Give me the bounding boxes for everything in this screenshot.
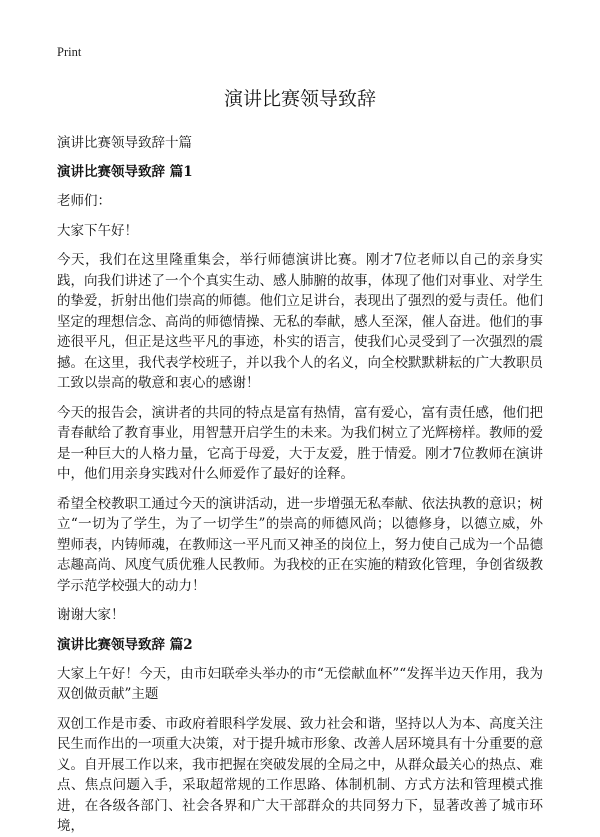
section-heading: 演讲比赛领导致辞 篇1	[57, 164, 193, 180]
section-2	[57, 635, 543, 837]
section-heading: 演讲比赛领导致辞 篇2	[57, 636, 193, 653]
paragraph: 谢谢大家！	[57, 607, 125, 623]
section-1	[57, 162, 543, 626]
paragraph: 双创工作是市委、市政府着眼科学发展、致力社会和谐，坚持以人为本、高度关注民生而作出的一项重大决策，对于提升城市形象、改善人居环境具有十分重要的意义。自开展工作以来，我市把握在突破发展的全局之中，从群众最关心的热点、难点、焦点问题入手，采取超常规的工作思路、体制机制、方式方法和管理模式推进，在各级各部门、社会各界和广大干部群众的共同努力下，显著改善了城市环境，	[57, 715, 543, 834]
paragraph: 大家上午好！今天，由市妇联牵头举办的市“无偿献血杯”“发挥半边天作用，我为双创做贡献”主题	[57, 665, 543, 702]
print-link[interactable]: Print	[57, 45, 82, 59]
paragraph: 今天的报告会，演讲者的共同的特点是富有热情，富有爱心，富有责任感，他们把青春献给了教育事业，用智慧开启学生的未来。为我们树立了光辉榜样。教师的爱是一种巨大的人格力量，它高于母爱，大于友爱，胜于情爱。刚才7位教师在演讲中，他们用亲身实践对什么师爱作了最好的诠释。	[57, 404, 543, 482]
paragraph: 今天，我们在这里隆重集会，举行师德演讲比赛。刚才7位老师以自己的亲身实践，向我们讲述了一个个真实生动、感人肺腑的故事，体现了他们对事业、对学生的挚爱，折射出他们崇高的师德。他们立足讲台，表现出了强烈的爱与责任。他们坚定的理想信念、高尚的师德情操、无私的奉献，感人至深，催人奋进。他们的事迹很平凡，但正是这些平凡的事迹，朴实的语言，使我们心灵受到了一次强烈的震撼。在这里，我代表学校班子，并以我个人的名义，向全校默默耕耘的广大教职员工致以崇高的敬意和衷心的感谢！	[57, 252, 543, 391]
paragraph: 老师们：	[57, 193, 111, 209]
document-title: 演讲比赛领导致辞	[223, 88, 376, 110]
paragraph: 希望全校教职工通过今天的演讲活动，进一步增强无私奉献、依法执教的意识；树立“一切为了学生，为了一切学生”的崇高的师德风尚；以德修身，以德立威，外塑师表，内铸师魂，在教师这一平凡而又神圣的岗位上，努力使自己成为一个品德志趣高尚、风度气质优雅人民教师。为我校的正在实施的精致化管理，争创省级教学示范学校强大的动力！	[57, 495, 543, 594]
document-subtitle: 演讲比赛领导致辞十篇	[57, 135, 192, 151]
paragraph: 大家下午好！	[57, 222, 138, 239]
